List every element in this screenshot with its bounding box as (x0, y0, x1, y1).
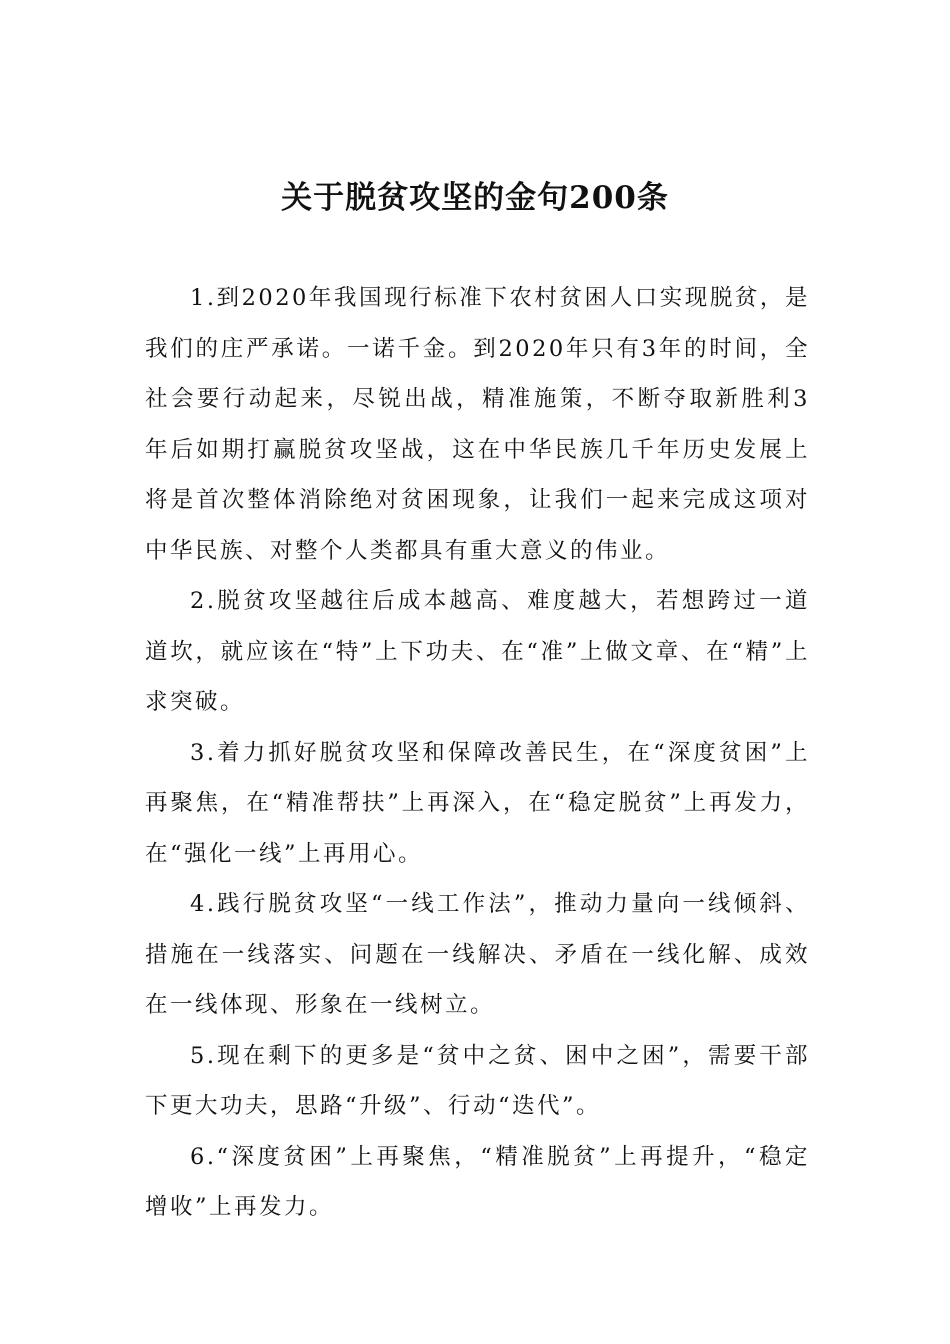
paragraph-6: 6.“深度贫困”上再聚焦，“精准脱贫”上再提升，“稳定增收”上再发力。 (145, 1143, 810, 1220)
paragraph-3: 3.着力抓好脱贫攻坚和保障改善民生，在“深度贫困”上再聚焦，在“精准帮扶”上再深入，在“稳定脱贫”上再发力，在“强化一线”上再用心。 (145, 739, 810, 867)
paragraph-4: 4.践行脱贫攻坚“一线工作法”，推动力量向一线倾斜、措施在一线落实、问题在一线解决、矛盾在一线化解、成效在一线体现、形象在一线树立。 (145, 891, 810, 1018)
document-title: 关于脱贫攻坚的金句200条 (281, 180, 669, 216)
paragraph-2: 2.脱贫攻坚越往后成本越高、难度越大，若想跨过一道道坎，就应该在“特”上下功夫、在“准”上做文章、在“精”上求突破。 (145, 588, 810, 715)
paragraph-5: 5.现在剩下的更多是“贫中之贫、困中之困”，需要干部下更大功夫，思路“升级”、行动“迭代”。 (145, 1042, 810, 1119)
paragraph-1: 1.到2020年我国现行标准下农村贫困人口实现脱贫，是我们的庄严承诺。一诺千金。到2020年只有3年的时间，全社会要行动起来，尽锐出战，精准施策，不断夺取新胜利3年后如期打赢脱贫攻坚战，这在中华民族几千年历史发展上将是首次整体消除绝对贫困现象，让我们一起来完成这项对中华民族、对整个人类都具有重大意义的伟业。 (145, 285, 810, 564)
document-body (145, 273, 810, 1233)
